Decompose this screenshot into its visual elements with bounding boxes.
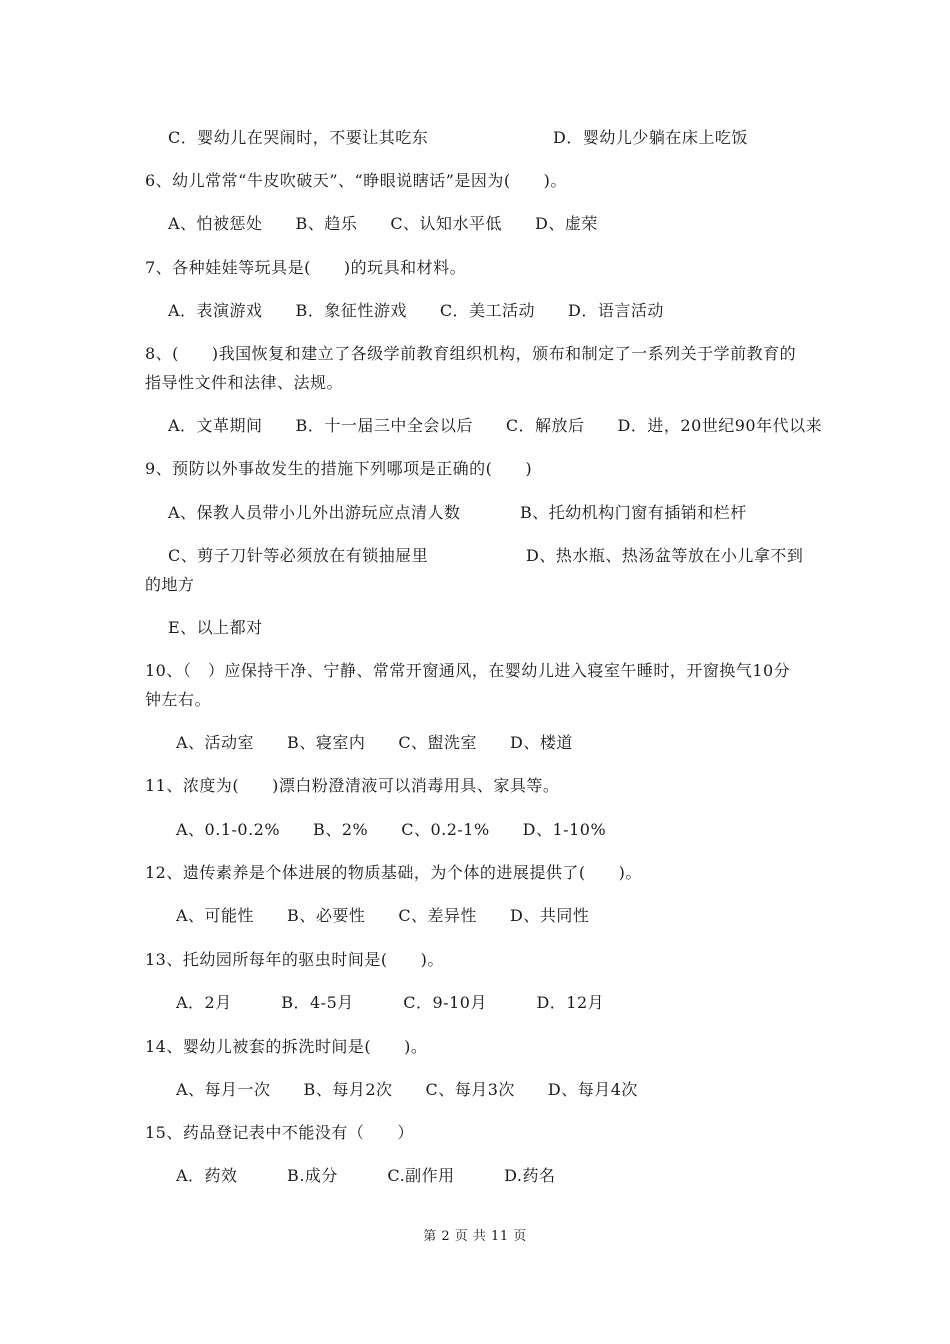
question-14-options: A、每月一次 B、每月2次 C、每月3次 D、每月4次 <box>176 1080 638 1099</box>
page-footer: 第 2 页 共 11 页 <box>423 1229 527 1244</box>
question-8-options: A．文革期间 B．十一届三中全会以后 C．解放后 D．进，20世纪90年代以来 <box>168 416 823 435</box>
question-14: 14、婴幼儿被套的拆洗时间是( )。 <box>145 1037 428 1056</box>
question-12: 12、遗传素养是个体进展的物质基础，为个体的进展提供了( )。 <box>145 863 642 882</box>
option-d-line: D．婴幼儿少躺在床上吃饭 <box>553 128 748 147</box>
question-9: 9、预防以外事故发生的措施下列哪项是正确的( ) <box>145 459 533 478</box>
option-c-line: C．婴幼儿在哭闹时，不要让其吃东 <box>168 128 429 147</box>
question-9-option-d: D、热水瓶、热汤盆等放在小儿拿不到 <box>526 546 804 565</box>
question-11-options: A、0.1-0.2% B、2% C、0.2-1% D、1-10% <box>176 820 607 839</box>
question-7-options: A．表演游戏 B．象征性游戏 C．美工活动 D．语言活动 <box>168 301 664 320</box>
question-15: 15、药品登记表中不能没有（ ） <box>145 1123 414 1142</box>
question-13-options: A．2月 B．4-5月 C．9-10月 D．12月 <box>176 993 605 1012</box>
question-7: 7、各种娃娃等玩具是( )的玩具和材料。 <box>145 258 467 277</box>
question-10-continued: 钟左右。 <box>145 690 212 709</box>
question-10-options: A、活动室 B、寝室内 C、盥洗室 D、楼道 <box>176 733 573 752</box>
question-11: 11、浓度为( )漂白粉澄清液可以消毒用具、家具等。 <box>145 776 560 795</box>
question-9-option-d-continued: 的地方 <box>145 575 195 594</box>
question-9-option-a: A、保教人员带小儿外出游玩应点清人数 <box>168 503 461 522</box>
question-9-option-c: C、剪子刀针等必须放在有锁抽屉里 <box>168 546 429 565</box>
question-6-options: A、怕被惩处 B、趋乐 C、认知水平低 D、虚荣 <box>168 214 598 233</box>
question-6: 6、幼儿常常“牛皮吹破天”、“睁眼说瞎话”是因为( )。 <box>145 171 567 190</box>
question-8-continued: 指导性文件和法律、法规。 <box>145 373 344 392</box>
question-9-option-b: B、托幼机构门窗有插销和栏杆 <box>520 503 747 522</box>
question-8: 8、( )我国恢复和建立了各级学前教育组织机构，颁布和制定了一系列关于学前教育的 <box>145 344 797 363</box>
question-12-options: A、可能性 B、必要性 C、差异性 D、共同性 <box>176 906 590 925</box>
question-9-option-e: E、以上都对 <box>168 618 263 637</box>
question-13: 13、托幼园所每年的驱虫时间是( )。 <box>145 950 444 969</box>
question-15-options: A．药效 B.成分 C.副作用 D.药名 <box>176 1166 556 1185</box>
question-10: 10、（ ）应保持干净、宁静、常常开窗通风，在婴幼儿进入寝室午睡时，开窗换气10分 <box>145 661 791 680</box>
